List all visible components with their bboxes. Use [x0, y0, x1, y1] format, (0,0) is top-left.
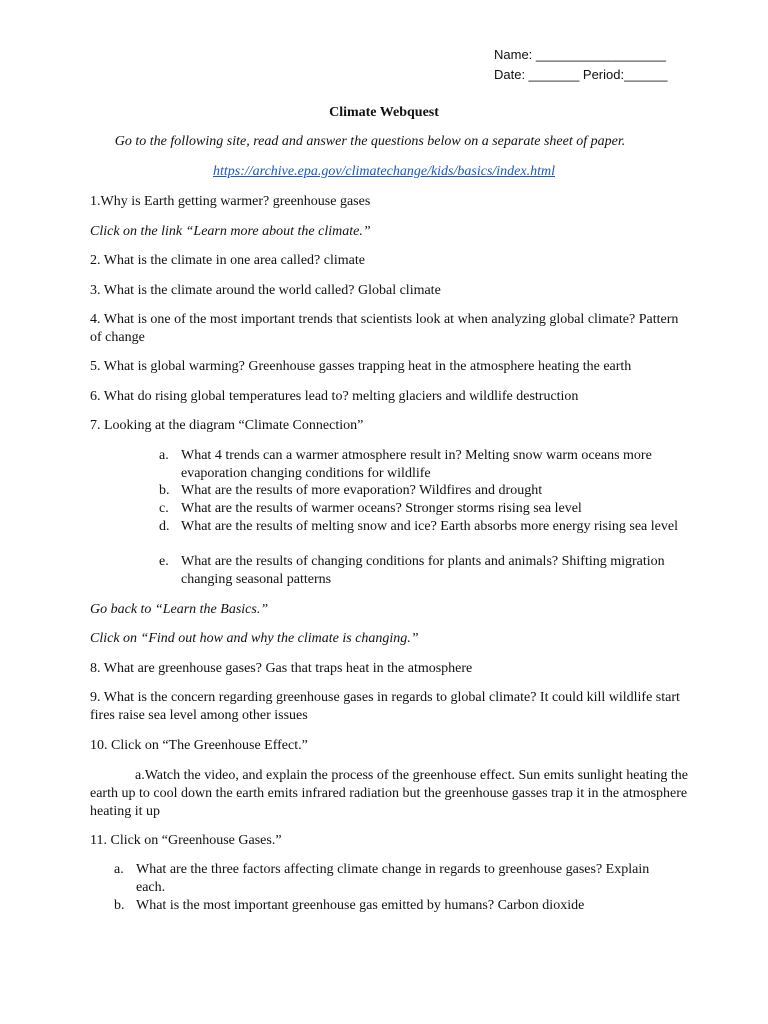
header-fields [494, 45, 667, 85]
list-item [114, 861, 656, 897]
question-4: 4. What is one of the most important trends that scientists look at when analyzing global climate? Pattern of change [90, 312, 679, 345]
list-marker: b. [159, 483, 170, 498]
question-11: 11. Click on “Greenhouse Gases.” [90, 833, 282, 848]
question-7: 7. Looking at the diagram “Climate Connection” [90, 418, 364, 433]
question-1: 1.Why is Earth getting warmer? greenhouse gases [90, 194, 371, 209]
instruction-find-out: Click on “Find out how and why the climate is changing.” [90, 631, 419, 646]
intro-instructions: Go to the following site, read and answer the questions below on a separate sheet of paper. [114, 134, 626, 149]
list-item-text: What are the results of melting snow and ice? Earth absorbs more energy rising sea level [181, 519, 678, 534]
list-item-text: What are the results of more evaporation? Wildfires and drought [181, 483, 543, 498]
list-item [159, 553, 691, 589]
list-item [114, 897, 656, 915]
name-line: Name: __________________ [494, 47, 667, 62]
list-marker: e. [159, 554, 169, 569]
instruction-learn-more: Click on the link “Learn more about the climate.” [90, 224, 371, 239]
list-item-text: What are the three factors affecting climate change in regards to greenhouse gases? Explain each. [136, 862, 650, 895]
list-marker: b. [114, 898, 125, 913]
date-period-line: Date: _______ Period:______ [494, 67, 668, 82]
list-marker: a. [159, 448, 169, 463]
question-2: 2. What is the climate in one area called? climate [90, 253, 365, 268]
question-9: 9. What is the concern regarding greenhouse gases in regards to global climate? It could kill wildlife start fires raise sea level among other issues [90, 690, 680, 723]
list-marker: a. [114, 862, 124, 877]
list-item [159, 518, 691, 536]
list-item [159, 482, 691, 500]
list-item-text: What 4 trends can a warmer atmosphere result in? Melting snow warm oceans more evaporation changing conditions for wildlife [181, 448, 652, 481]
list-item-text: What are the results of changing conditions for plants and animals? Shifting migration changing seasonal patterns [181, 554, 665, 587]
question-10a: a.Watch the video, and explain the process of the greenhouse effect. Sun emits sunlight heating the earth up to cool down the earth emits infrared radiation but the greenhouse gasses trap it in the atmosphere heating it up [90, 768, 689, 819]
question-10: 10. Click on “The Greenhouse Effect.” [90, 738, 308, 753]
list-marker: d. [159, 519, 170, 534]
list-item [159, 447, 691, 483]
epa-link[interactable]: https://archive.epa.gov/climatechange/kids/basics/index.html [212, 164, 555, 179]
list-item-text: What are the results of warmer oceans? Stronger storms rising sea level [181, 501, 582, 516]
question-5: 5. What is global warming? Greenhouse gasses trapping heat in the atmosphere heating the earth [90, 359, 632, 374]
document-title: Climate Webquest [329, 105, 439, 120]
question-6: 6. What do rising global temperatures lead to? melting glaciers and wildlife destruction [90, 389, 579, 404]
question-8: 8. What are greenhouse gases? Gas that traps heat in the atmosphere [90, 661, 473, 676]
list-marker: c. [159, 501, 169, 516]
list-item [159, 500, 691, 518]
question-3: 3. What is the climate around the world called? Global climate [90, 283, 441, 298]
instruction-go-back: Go back to “Learn the Basics.” [90, 602, 269, 617]
list-item-text: What is the most important greenhouse gas emitted by humans? Carbon dioxide [136, 898, 585, 913]
